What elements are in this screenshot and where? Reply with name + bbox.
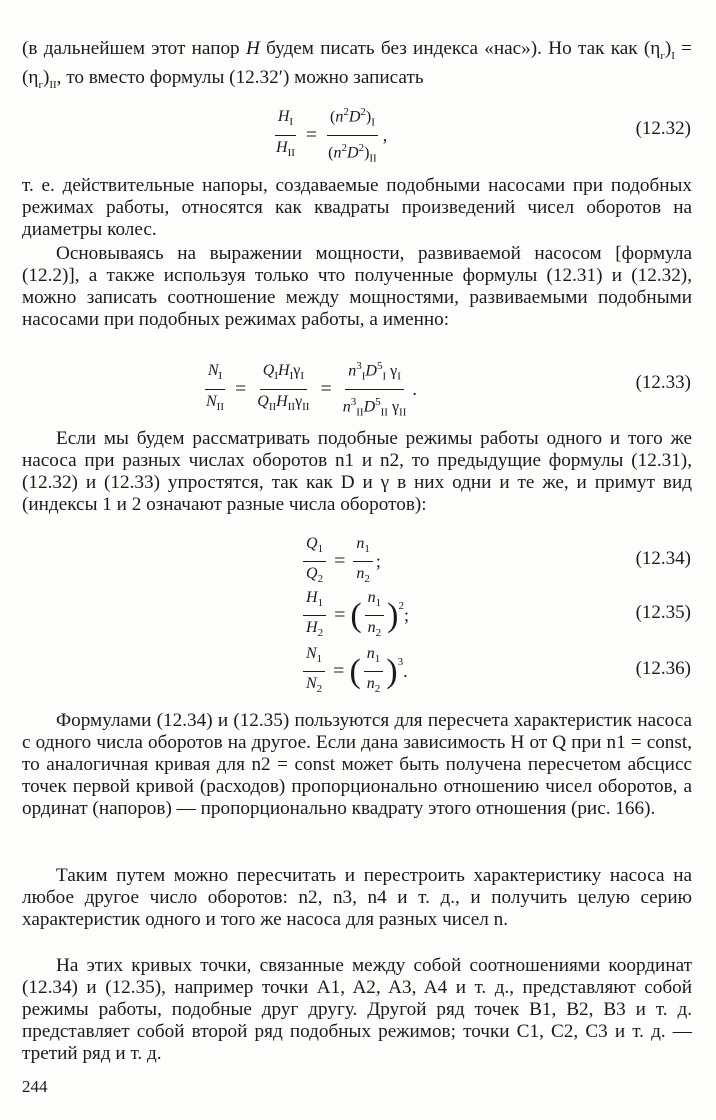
paragraph-6: Таким путем можно пересчитать и перестроить характеристику насоса на любое другое число оборотов: n2, n3, n4 и т. д., и получить целую серию характеристик одного и того же насоса для разных чисел n.: [22, 865, 692, 930]
paragraph-5: Формулами (12.34) и (12.35) пользуются для пересчета характеристик насоса с одного числа оборотов на другое. Если дана зависимость H от Q при n1 = const, то аналогичная кривая для n2 = const может быть получена пересчетом абсцисс точек первой кривой (расходов) пропорционально отношению чисел оборотов, а ординат (напоров) — пропорционально квадрату этого отношения (рис. 166).: [22, 710, 692, 819]
equation-number: (12.36): [635, 658, 691, 679]
equation-punctuation: .: [412, 378, 417, 399]
equation-12-33: $\frac{N_I}{N_{II}}$ = $\frac{Q_IH_I\gamma_I}{Q_{II}H_{II}\gamma_{II}}$ = $\frac{n^3_ID^5_I \gamma_I}{n^3_{II}D^5_{II} \gamma_{II}}$ . (12.33): [0, 352, 716, 412]
page-number: 244: [22, 1077, 48, 1096]
equation-number: (12.32): [635, 118, 691, 139]
equation-punctuation: ;: [404, 605, 410, 626]
paragraph-3: Основываясь на выражении мощности, развиваемой насосом [формула (12.2)], а также используя только что полученные формулы (12.31) и (12.32), можно записать соотношение между мощностями, развиваемыми подобными насосами при подобных режимах работы, а именно:: [22, 243, 692, 330]
paragraph-7: На этих кривых точки, связанные между собой соотношениями координат (12.34) и (12.35), например точки A1, A2, A3, A4 и т. д., представляют собой режимы работы, подобные друг другу. Другой ряд точек B1, B2, B3 и т. д. представляет собой второй ряд подобных режимов; точки C1, C2, C3 и т. д. — третий ряд и т. д.: [22, 955, 692, 1064]
equation-12-36: $\frac{N_1}{N_2}$ = ( $\frac{n_1}{n_2}$ ) $^3$ . (12.36): [0, 642, 716, 702]
equation-12-32: $\frac{H_I}{H_{II}}$ = $\frac{(n^2D^2)_I}{(n^2D^2)_{II}}$ , (12.32): [0, 100, 716, 160]
paragraph-1: (в дальнейшем этот напор H будем писать без индекса «нас»). Но так как $(\eta_г)_I = (\eta_г)_{II}$, то вместо формулы (12.32′) можно записать: [22, 38, 692, 91]
equation-number: (12.33): [635, 372, 691, 393]
equation-number: (12.34): [635, 548, 691, 569]
equation-number: (12.35): [635, 602, 691, 623]
equation-12-34: $\frac{Q_1}{Q_2}$ = $\frac{n_1}{n_2}$ ; (12.34): [0, 532, 716, 592]
equation-punctuation: ,: [382, 124, 388, 145]
paragraph-2: т. е. действительные напоры, создаваемые подобными насосами при подобных режимах работы, относятся как квадраты произведений чисел оборотов на диаметры колес.: [22, 175, 692, 240]
paragraph-4: Если мы будем рассматривать подобные режимы работы одного и того же насоса при разных числах оборотов n1 и n2, то предыдущие формулы (12.31), (12.32) и (12.33) упростятся, так как D и γ в них одни и те же, и примут вид (индексы 1 и 2 означают разные числа оборотов):: [22, 428, 692, 515]
equation-punctuation: ;: [375, 551, 381, 572]
equation-punctuation: .: [403, 661, 408, 682]
equation-12-35: $\frac{H_1}{H_2}$ = ( $\frac{n_1}{n_2}$ ) $^2$ ; (12.35): [0, 586, 716, 646]
